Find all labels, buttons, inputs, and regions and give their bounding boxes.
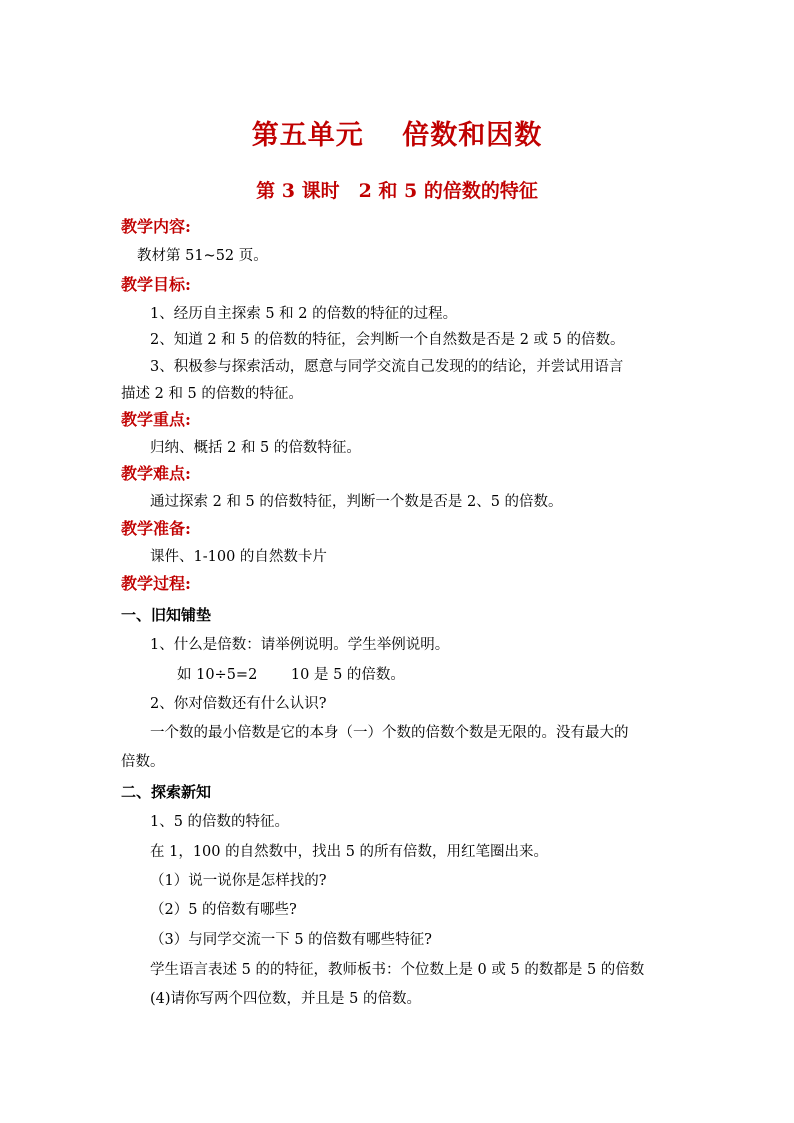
heading-preparation: 教学准备:: [121, 519, 191, 538]
goal-1: 1、经历自主探索 5 和 2 的倍数的特征的过程。: [150, 306, 458, 322]
section-2-title: 二、探索新知: [121, 783, 212, 801]
section-1-line-3: 2、你对倍数还有什么认识?: [150, 696, 327, 712]
section-2-line-2: 在 1，100 的自然数中，找出 5 的所有倍数，用红笔圈出来。: [150, 844, 549, 860]
goal-3-line-2: 描述 2 和 5 的倍数的特征。: [121, 386, 303, 402]
goal-3-line-1: 3、积极参与探索活动，愿意与同学交流自己发现的的结论，并尝试用语言: [150, 359, 624, 375]
heading-process: 教学过程:: [121, 574, 191, 593]
section-2-line-4: （2）5 的倍数有哪些?: [150, 902, 297, 918]
heading-goals: 教学目标:: [121, 275, 191, 294]
key-points-text: 归纳、概括 2 和 5 的倍数特征。: [150, 440, 361, 456]
section-1-line-4b: 倍数。: [121, 754, 165, 770]
section-1-line-4a: 一个数的最小倍数是它的本身（一）个数的倍数个数是无限的。没有最大的: [150, 725, 629, 741]
section-1-line-2: 如 10÷5=2 10 是 5 的倍数。: [177, 667, 405, 683]
section-2-line-1: 1、5 的倍数的特征。: [150, 814, 290, 830]
section-2-line-3: （1）说一说你是怎样找的?: [150, 873, 327, 889]
preparation-text: 课件、1-100 的自然数卡片: [150, 549, 327, 565]
section-2-line-6: 学生语言表述 5 的的特征，教师板书：个位数上是 0 或 5 的数都是 5 的倍数: [150, 962, 645, 978]
difficulties-text: 通过探索 2 和 5 的倍数特征，判断一个数是否是 2、5 的倍数。: [150, 494, 563, 510]
content-text: 教材第 51~52 页。: [137, 248, 268, 264]
lesson-title: 第 3 课时 2 和 5 的倍数的特征: [256, 180, 538, 202]
section-2-line-7: (4)请你写两个四位数，并且是 5 的倍数。: [150, 991, 421, 1007]
section-1-title: 一、旧知铺垫: [121, 606, 212, 624]
heading-content: 教学内容:: [121, 217, 191, 236]
heading-key-points: 教学重点:: [121, 410, 191, 429]
heading-difficulties: 教学难点:: [121, 464, 191, 483]
section-2-line-5: （3）与同学交流一下 5 的倍数有哪些特征?: [150, 932, 432, 948]
section-1-line-1: 1、什么是倍数：请举例说明。学生举例说明。: [150, 637, 450, 653]
goal-2: 2、知道 2 和 5 的倍数的特征，会判断一个自然数是否是 2 或 5 的倍数。: [150, 332, 625, 348]
unit-title: 第五单元 倍数和因数: [251, 120, 543, 151]
